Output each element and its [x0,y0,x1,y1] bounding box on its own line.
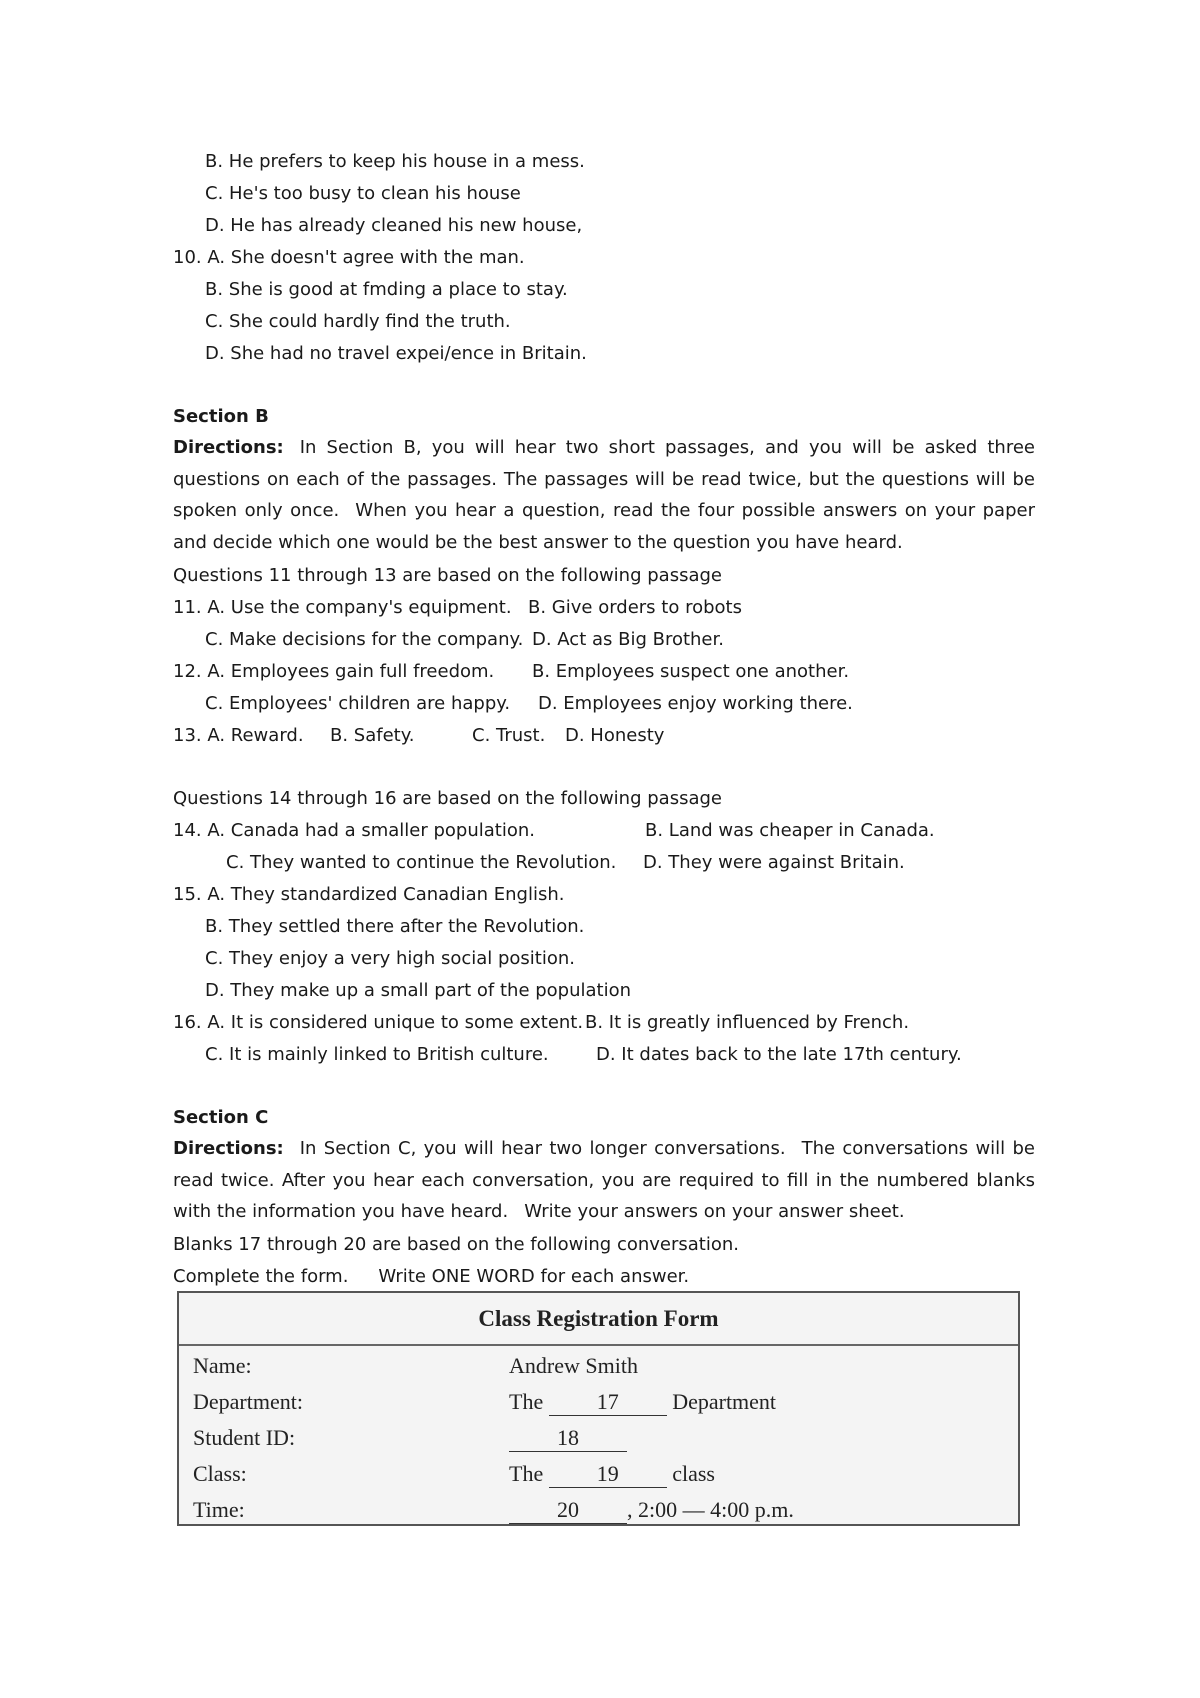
q16-option-b: B. It is greatly influenced by French. [585,1012,910,1033]
q11-option-d: D. Act as Big Brother. [532,629,724,650]
q16-option-c: C. It is mainly linked to British culture. [205,1044,549,1065]
q13-option-a: 13. A. Reward. [173,725,304,746]
q12-option-c: C. Employees' children are happy. [205,693,511,714]
class-suffix: class [672,1461,715,1486]
q10-option-a: 10. A. She doesn't agree with the man. [173,247,525,268]
name-label: Name: [193,1353,252,1378]
section-b-directions-text-2: When you hear a question, read the four possible answers on your paper and decide which one would be the best answer to the question you have heard. [173,500,1035,553]
time-value [509,1492,794,1528]
department-label: Department: [193,1389,303,1414]
one-word-text: Write ONE WORD for each answer. [378,1266,690,1287]
passage-2-intro: Questions 14 through 16 are based on the following passage [173,788,722,809]
q9-option-d: D. He has already cleaned his new house, [205,215,583,236]
q15-option-d: D. They make up a small part of the population [205,980,632,1001]
class-prefix: The [509,1461,544,1486]
q12-option-b: B. Employees suspect one another. [532,661,850,682]
q14-option-d: D. They were against Britain. [643,852,905,873]
q10-option-d: D. She had no travel expei/ence in Britain. [205,343,587,364]
time-label: Time: [193,1497,245,1522]
section-c-directions-label: Directions: [173,1138,284,1159]
q14-option-c: C. They wanted to continue the Revolution. [226,852,617,873]
section-b-heading: Section B [173,406,269,427]
time-suffix: , 2:00 — 4:00 p.m. [627,1497,794,1522]
form-title: Class Registration Form [179,1293,1018,1346]
complete-form-instruction [173,1265,689,1289]
q11-option-b: B. Give orders to robots [528,597,742,618]
q13-option-d: D. Honesty [565,725,665,746]
department-prefix: The [509,1389,544,1414]
q15-option-b: B. They settled there after the Revolution. [205,916,585,937]
department-value [509,1384,776,1420]
complete-form-text: Complete the form. [173,1266,349,1287]
blank-20: 20 [509,1497,627,1524]
form-row-department [179,1384,1018,1420]
blank-18: 18 [509,1425,627,1452]
q12-option-a: 12. A. Employees gain full freedom. [173,661,495,682]
q14-option-b: B. Land was cheaper in Canada. [645,820,935,841]
section-b-directions-text-1: In Section B, you will hear two short passages, and you will be asked three questions on each of the passages. The passages will be read twice, but the questions will be spoken only once. [173,437,1035,522]
q12-option-d: D. Employees enjoy working there. [538,693,853,714]
q16-option-d: D. It dates back to the late 17th century. [596,1044,962,1065]
q10-option-b: B. She is good at fmding a place to stay. [205,279,568,300]
student-id-label: Student ID: [193,1425,296,1450]
q14-option-a: 14. A. Canada had a smaller population. [173,820,535,841]
blank-17: 17 [549,1389,667,1416]
q10-option-c: C. She could hardly find the truth. [205,311,511,332]
section-b-directions-label: Directions: [173,437,284,458]
blank-19: 19 [549,1461,667,1488]
class-label: Class: [193,1461,247,1486]
form-row-student-id [179,1420,1018,1456]
q15-option-a: 15. A. They standardized Canadian English. [173,884,565,905]
section-b-directions [173,432,1035,558]
passage-1-intro: Questions 11 through 13 are based on the following passage [173,565,722,586]
section-c-directions-text-2: The conversations will be read twice. After you hear each conversation, you are required to fill in the numbered blanks with the information you have heard. [173,1138,1036,1223]
form-row-class [179,1456,1018,1492]
q11-option-c: C. Make decisions for the company. [205,629,524,650]
class-value [509,1456,715,1492]
name-value: Andrew Smith [509,1353,638,1378]
q11-option-a: 11. A. Use the company's equipment. [173,597,512,618]
q9-option-c: C. He's too busy to clean his house [205,183,521,204]
section-c-heading: Section C [173,1107,269,1128]
form-row-time [179,1492,1018,1528]
student-id-value [509,1420,627,1456]
q16-option-a: 16. A. It is considered unique to some extent. [173,1012,584,1033]
section-c-directions [173,1133,1035,1228]
q13-option-c: C. Trust. [472,725,546,746]
q9-option-b: B. He prefers to keep his house in a mess. [205,151,585,172]
department-suffix: Department [672,1389,777,1414]
blanks-intro: Blanks 17 through 20 are based on the following conversation. [173,1234,739,1255]
section-c-directions-text-1: In Section C, you will hear two longer conversations. [299,1138,786,1159]
section-c-directions-text-3: Write your answers on your answer sheet. [524,1201,905,1223]
class-registration-form [177,1291,1020,1526]
form-row-name [179,1348,1018,1384]
q15-option-c: C. They enjoy a very high social position. [205,948,576,969]
q13-option-b: B. Safety. [330,725,415,746]
